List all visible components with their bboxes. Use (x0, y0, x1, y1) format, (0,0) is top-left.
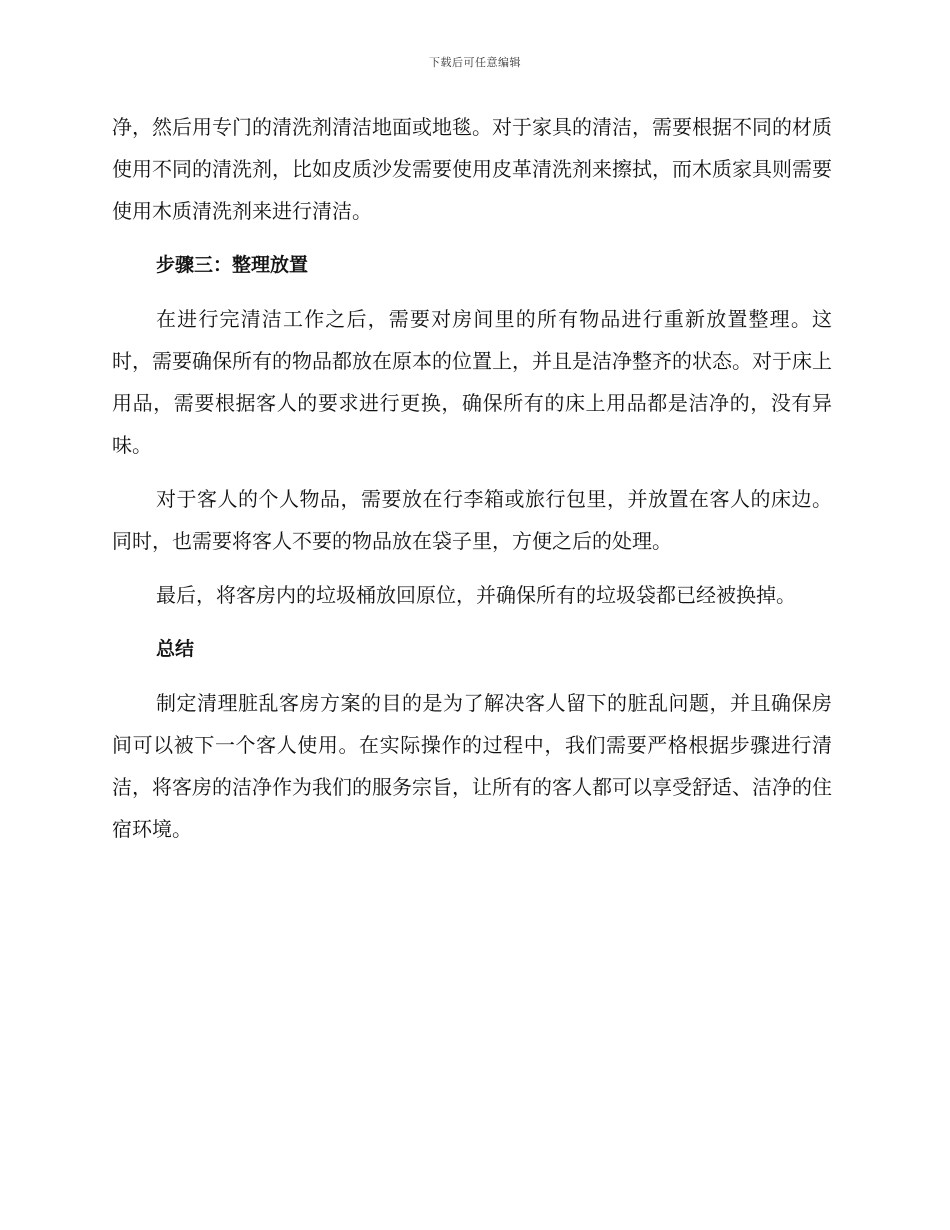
paragraph-trash: 最后，将客房内的垃圾桶放回原位，并确保所有的垃圾袋都已经被换掉。 (156, 583, 796, 607)
paragraph-rearrange: 在进行完清洁工作之后，需要对房间里的所有物品进行重新放置整理。这时，需要确保所有的物品都放在原本的位置上，并且是洁净整齐的状态。对于床上用品，需要根据客人的要求进行更换，确保所有的床上用品都是洁净的，没有异味。 (112, 307, 832, 457)
paragraph-personal-items: 对于客人的个人物品，需要放在行李箱或旅行包里，并放置在客人的床边。同时，也需要将客人不要的物品放在袋子里，方便之后的处理。 (112, 487, 832, 553)
section-heading-step3: 步骤三：整理放置 (156, 254, 309, 276)
paragraph-continued: 净，然后用专门的清洗剂清洁地面或地毯。对于家具的清洁，需要根据不同的材质使用不同的清洗剂，比如皮质沙发需要使用皮革清洗剂来擦拭，而木质家具则需要使用木质清洗剂来进行清洁。 (112, 115, 832, 223)
document-body (112, 106, 832, 862)
header-note: 下载后可任意编辑 (429, 56, 521, 69)
section-heading-summary: 总结 (156, 638, 195, 660)
paragraph-summary: 制定清理脏乱客房方案的目的是为了解决客人留下的脏乱问题，并且确保房间可以被下一个客人使用。在实际操作的过程中，我们需要严格根据步骤进行清洁，将客房的洁净作为我们的服务宗旨，让所有的客人都可以享受舒适、洁净的住宿环境。 (112, 691, 832, 841)
